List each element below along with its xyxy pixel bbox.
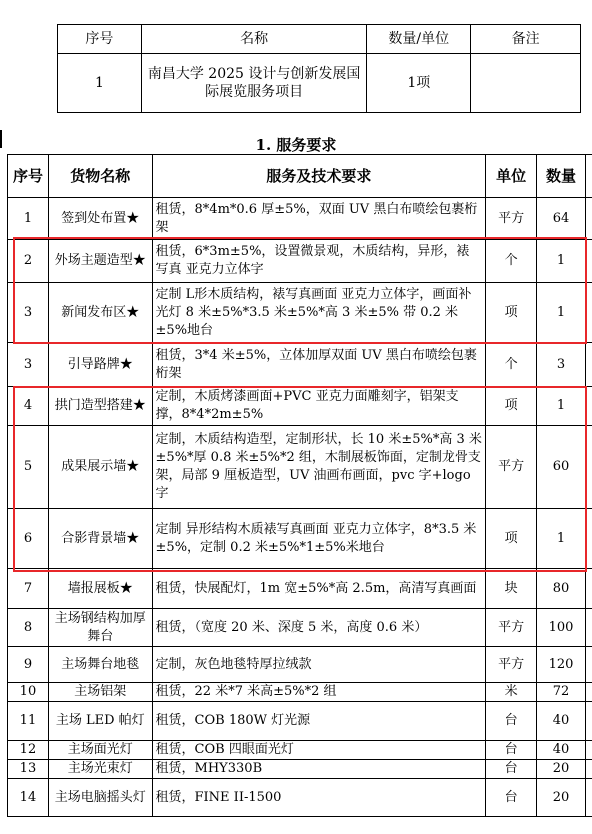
row-edge — [585, 198, 592, 240]
row-no: 3 — [8, 283, 49, 343]
summary-name: 南昌大学 2025 设计与创新发展国际展览服务项目 — [141, 54, 367, 113]
row-edge — [585, 702, 592, 741]
row-qty: 1 — [537, 387, 586, 426]
row-requirements: 定制 异形结构木质裱写真画面 亚克力立体字，8*3.5 米±5%，定制 0.2 米±5%*1±5%米地台 — [152, 509, 486, 569]
row-unit: 个 — [486, 240, 537, 283]
row-qty: 64 — [537, 198, 586, 240]
row-no: 14 — [8, 779, 49, 817]
row-requirements: 租赁，快展配灯，1m 宽±5%*高 2.5m，高清写真画面 — [152, 569, 486, 609]
row-requirements: 租赁，22 米*7 米高±5%*2 组 — [152, 683, 486, 702]
row-no: 3 — [8, 343, 49, 387]
row-edge — [585, 779, 592, 817]
row-no: 12 — [8, 741, 49, 760]
row-no: 6 — [8, 509, 49, 569]
summary-header-note: 备注 — [471, 25, 581, 54]
summary-note — [471, 54, 581, 113]
row-unit: 个 — [486, 343, 537, 387]
header-edge — [585, 155, 592, 198]
row-edge — [585, 343, 592, 387]
table-row — [8, 240, 592, 283]
table-row — [8, 609, 592, 647]
table-row — [8, 509, 592, 569]
row-no: 5 — [8, 426, 49, 509]
table-row — [8, 683, 592, 702]
row-name: 主场铝架 — [48, 683, 152, 702]
row-no: 2 — [8, 240, 49, 283]
row-unit: 平方 — [486, 609, 537, 647]
row-qty: 60 — [537, 426, 586, 509]
row-name: 主场光束灯 — [48, 760, 152, 779]
header-no: 序号 — [8, 155, 49, 198]
row-requirements: 租赁，COB 四眼面光灯 — [152, 741, 486, 760]
header-requirements: 服务及技术要求 — [152, 155, 486, 198]
row-qty: 1 — [537, 509, 586, 569]
row-name: 合影背景墙★ — [48, 509, 152, 569]
table-row — [8, 779, 592, 817]
row-qty: 40 — [537, 741, 586, 760]
row-edge — [585, 240, 592, 283]
row-no: 4 — [8, 387, 49, 426]
row-unit: 项 — [486, 283, 537, 343]
summary-header-qty: 数量/单位 — [367, 25, 471, 54]
row-name: 主场舞台地毯 — [48, 647, 152, 683]
row-edge — [585, 647, 592, 683]
row-qty: 1 — [537, 283, 586, 343]
row-unit: 台 — [486, 702, 537, 741]
row-no: 9 — [8, 647, 49, 683]
row-unit: 平方 — [486, 426, 537, 509]
row-no: 10 — [8, 683, 49, 702]
row-unit: 台 — [486, 760, 537, 779]
row-no: 7 — [8, 569, 49, 609]
row-qty: 72 — [537, 683, 586, 702]
row-unit: 台 — [486, 741, 537, 760]
row-edge — [585, 426, 592, 509]
row-name: 主场电脑摇头灯 — [48, 779, 152, 817]
row-requirements: 租赁，MHY330B — [152, 760, 486, 779]
row-name: 新闻发布区★ — [48, 283, 152, 343]
header-name: 货物名称 — [48, 155, 152, 198]
row-name: 主场钢结构加厚舞台 — [48, 609, 152, 647]
row-edge — [585, 760, 592, 779]
row-no: 8 — [8, 609, 49, 647]
row-no: 1 — [8, 198, 49, 240]
table-row — [8, 198, 592, 240]
row-unit: 块 — [486, 569, 537, 609]
row-requirements: 租赁，FINE II-1500 — [152, 779, 486, 817]
row-edge — [585, 683, 592, 702]
row-name: 外场主题造型★ — [48, 240, 152, 283]
summary-table — [57, 24, 581, 113]
row-qty: 20 — [537, 760, 586, 779]
row-unit: 米 — [486, 683, 537, 702]
table-row — [8, 760, 592, 779]
table-row — [8, 741, 592, 760]
row-requirements: 定制，木质烤漆画面+PVC 亚克力面雕刻字，铝架支撑，8*4*2m±5% — [152, 387, 486, 426]
table-row — [8, 283, 592, 343]
row-qty: 1 — [537, 240, 586, 283]
summary-header-name: 名称 — [141, 25, 367, 54]
row-no: 13 — [8, 760, 49, 779]
row-unit: 项 — [486, 387, 537, 426]
requirements-header-row — [8, 155, 592, 198]
table-row — [8, 702, 592, 741]
table-row — [8, 426, 592, 509]
row-requirements: 租赁，COB 180W 灯光源 — [152, 702, 486, 741]
table-row — [8, 387, 592, 426]
row-name: 主场 LED 帕灯 — [48, 702, 152, 741]
row-unit: 平方 — [486, 647, 537, 683]
header-qty: 数量 — [537, 155, 586, 198]
row-edge — [585, 569, 592, 609]
row-qty: 3 — [537, 343, 586, 387]
summary-no: 1 — [58, 54, 142, 113]
row-name: 拱门造型搭建★ — [48, 387, 152, 426]
row-no: 11 — [8, 702, 49, 741]
summary-qty: 1项 — [367, 54, 471, 113]
table-row — [8, 569, 592, 609]
row-name: 墙报展板★ — [48, 569, 152, 609]
row-edge — [585, 609, 592, 647]
row-requirements: 租赁，3*4 米±5%，立体加厚双面 UV 黑白布喷绘包裹桁架 — [152, 343, 486, 387]
row-qty: 40 — [537, 702, 586, 741]
row-edge — [585, 509, 592, 569]
summary-row — [58, 54, 581, 113]
row-requirements: 租赁，（宽度 20 米、深度 5 米，高度 0.6 米） — [152, 609, 486, 647]
row-qty: 20 — [537, 779, 586, 817]
row-edge — [585, 741, 592, 760]
row-unit: 项 — [486, 509, 537, 569]
row-edge — [585, 387, 592, 426]
row-requirements: 定制，木质结构造型，定制形状，长 10 米±5%*高 3 米±5%*厚 0.8 米±5%*2 组，木制展板饰面，定制龙骨支架，局部 9 厘板造型，UV 油画布画面，pvc 字+logo 字 — [152, 426, 486, 509]
row-name: 主场面光灯 — [48, 741, 152, 760]
row-qty: 120 — [537, 647, 586, 683]
summary-header-no: 序号 — [58, 25, 142, 54]
row-requirements: 租赁，6*3m±5%，设置微景观，木质结构，异形，裱写真 亚克力立体字 — [152, 240, 486, 283]
row-edge — [585, 283, 592, 343]
row-name: 成果展示墙★ — [48, 426, 152, 509]
summary-header-row — [58, 25, 581, 54]
row-unit: 平方 — [486, 198, 537, 240]
section-title: 1. 服务要求 — [255, 136, 337, 154]
row-requirements: 定制 L形木质结构，裱写真画面 亚克力立体字，画面补光灯 8 米±5%*3.5 米±5%*高 3 米±5% 带 0.2 米±5%地台 — [152, 283, 486, 343]
row-requirements: 租赁，8*4m*0.6 厚±5%，双面 UV 黑白布喷绘包裹桁架 — [152, 198, 486, 240]
row-name: 签到处布置★ — [48, 198, 152, 240]
table-row — [8, 647, 592, 683]
row-qty: 100 — [537, 609, 586, 647]
header-unit: 单位 — [486, 155, 537, 198]
row-unit: 台 — [486, 779, 537, 817]
table-row — [8, 343, 592, 387]
requirements-table — [7, 154, 592, 817]
row-qty: 80 — [537, 569, 586, 609]
row-requirements: 定制，灰色地毯特厚拉绒款 — [152, 647, 486, 683]
row-name: 引导路牌★ — [48, 343, 152, 387]
